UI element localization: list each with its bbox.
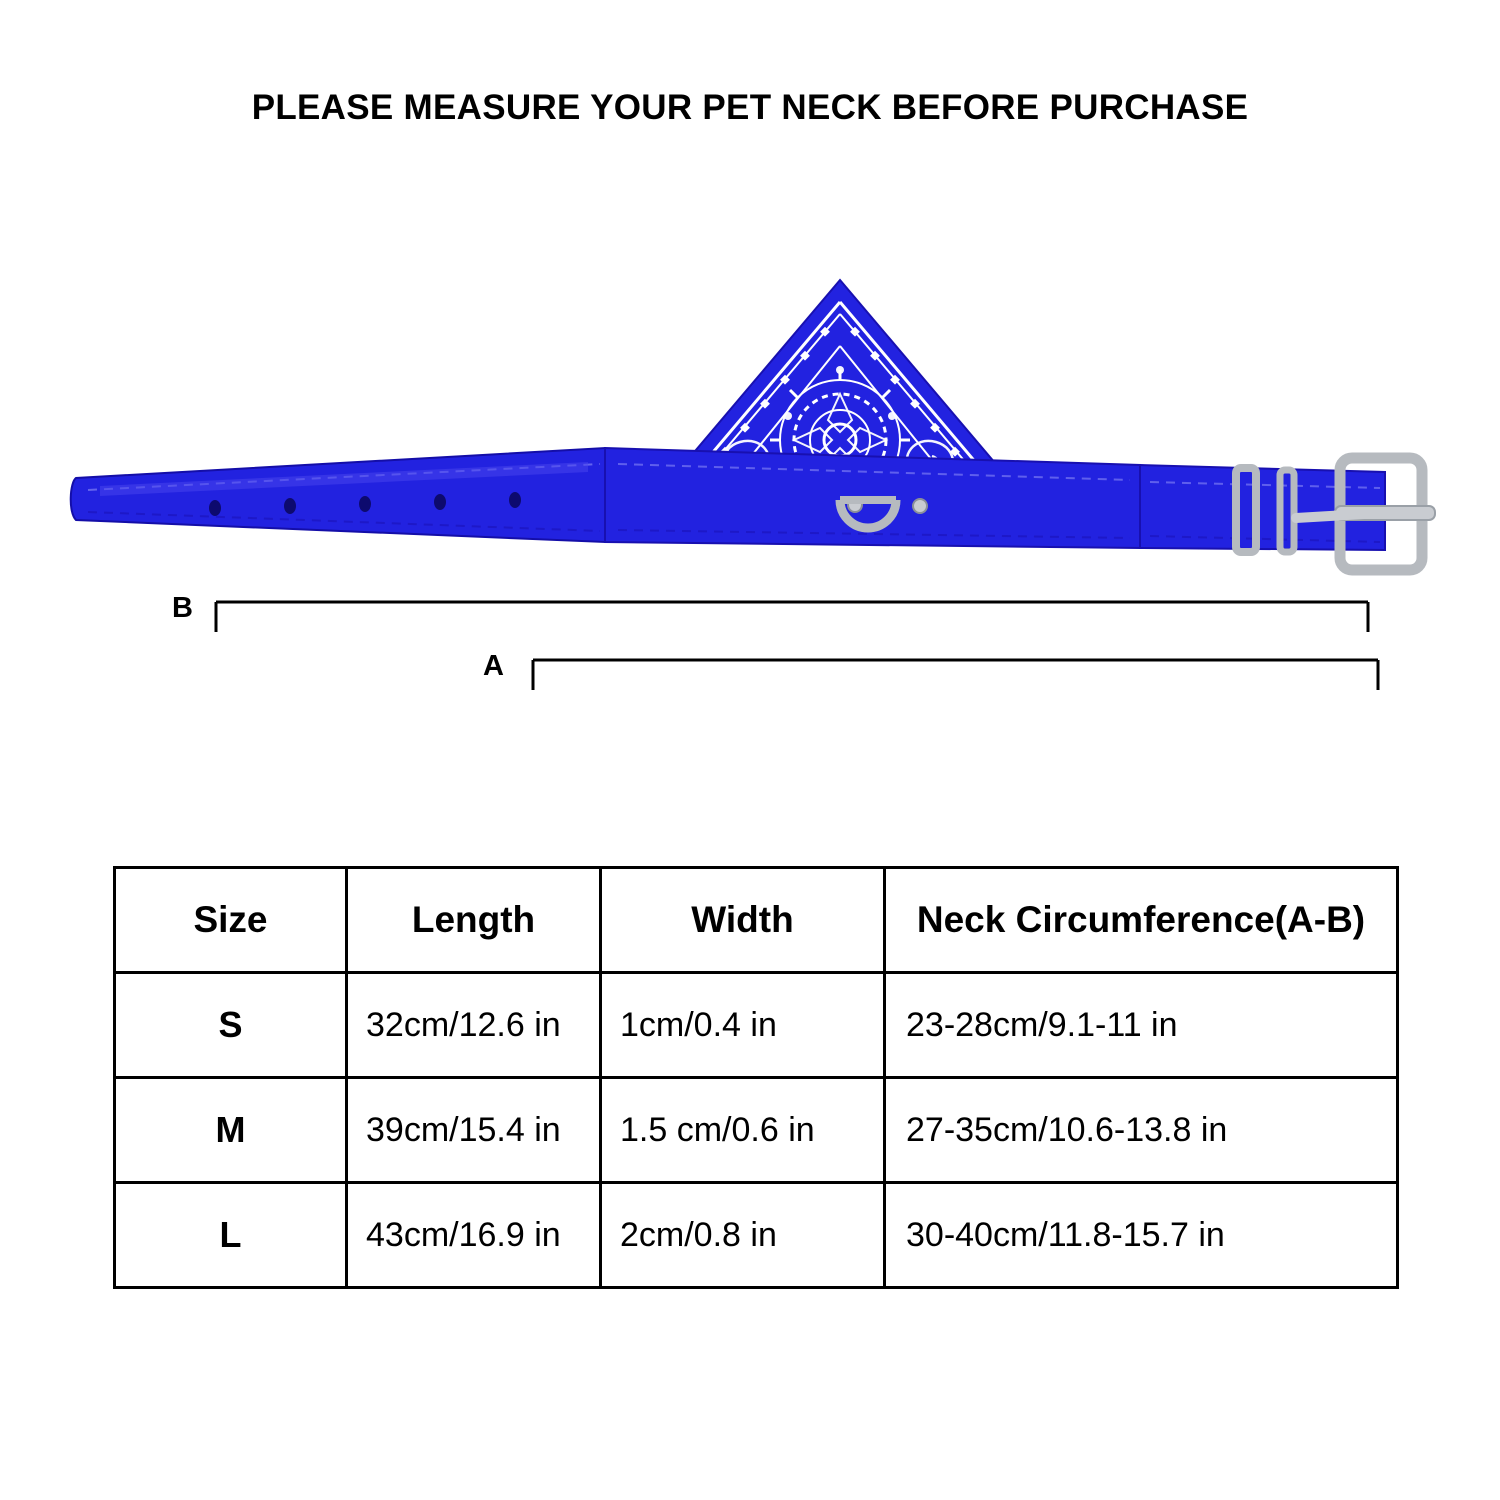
bracket-a: [533, 660, 1378, 690]
bracket-b-label: B: [172, 592, 193, 624]
table-row: [115, 973, 1398, 1078]
table-row: [115, 1078, 1398, 1183]
table-header-row: [115, 868, 1398, 973]
size-chart-table: [113, 866, 1399, 1289]
column-header-size: Size: [115, 868, 347, 973]
column-header-neck: Neck Circumference(A-B): [885, 868, 1398, 973]
cell-width-l: 2cm/0.8 in: [601, 1183, 885, 1288]
cell-neck-l: 30-40cm/11.8-15.7 in: [885, 1183, 1398, 1288]
cell-length-l: 43cm/16.9 in: [347, 1183, 601, 1288]
collar-strap-left: [71, 448, 605, 542]
cell-width-s: 1cm/0.4 in: [601, 973, 885, 1078]
rivet: [913, 499, 927, 513]
cell-length-m: 39cm/15.4 in: [347, 1078, 601, 1183]
cell-size-s: S: [115, 973, 347, 1078]
product-illustration: [40, 250, 1460, 610]
table-row: [115, 1183, 1398, 1288]
collar-strap-center: [605, 448, 1140, 548]
cell-size-m: M: [115, 1078, 347, 1183]
cell-neck-m: 27-35cm/10.6-13.8 in: [885, 1078, 1398, 1183]
column-header-width: Width: [601, 868, 885, 973]
collar-strap-right: [1140, 458, 1435, 570]
bracket-a-label: A: [483, 650, 504, 682]
page-title: PLEASE MEASURE YOUR PET NECK BEFORE PURCHASE: [251, 88, 1249, 127]
bracket-b: [216, 602, 1368, 632]
cell-size-l: L: [115, 1183, 347, 1288]
cell-width-m: 1.5 cm/0.6 in: [601, 1078, 885, 1183]
column-header-length: Length: [347, 868, 601, 973]
cell-neck-s: 23-28cm/9.1-11 in: [885, 973, 1398, 1078]
cell-length-s: 32cm/12.6 in: [347, 973, 601, 1078]
measurement-brackets: [0, 580, 1500, 700]
